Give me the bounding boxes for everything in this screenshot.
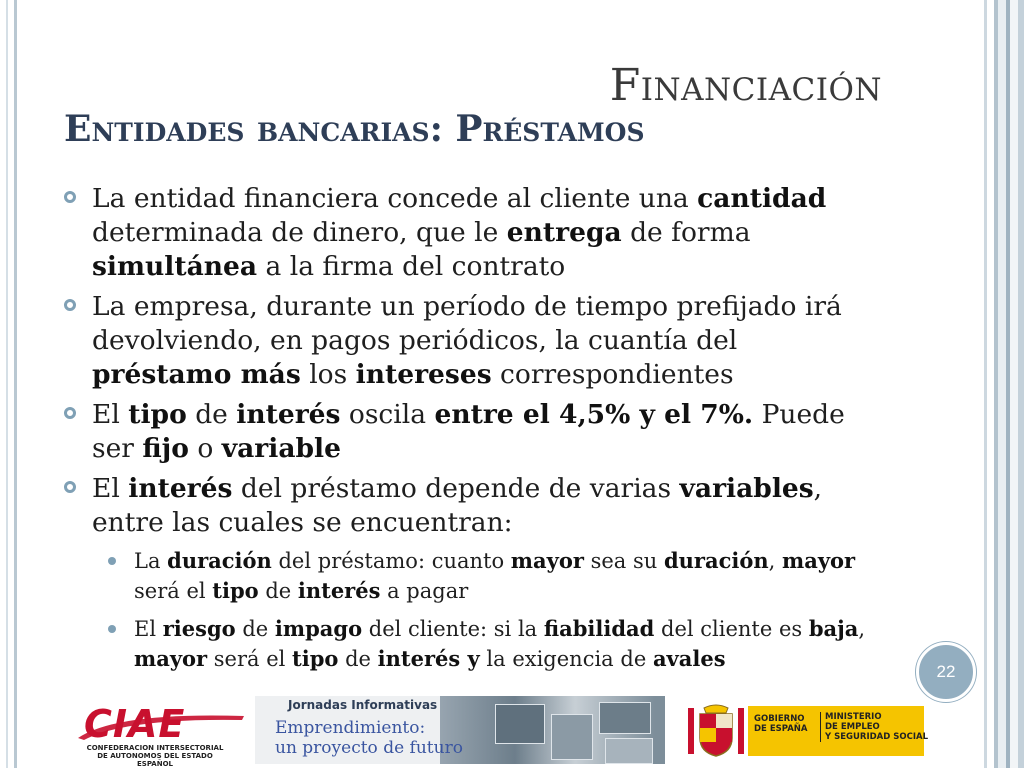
bullet-text — [92, 183, 826, 282]
emphasis-text: riesgo — [162, 616, 236, 641]
gov-label-line: MINISTERIO — [825, 712, 882, 722]
emphasis-text: mayor — [134, 646, 208, 671]
body-text: oscila — [340, 399, 435, 430]
ciae-logo — [76, 702, 248, 768]
body-text: de forma — [621, 217, 751, 248]
emphasis-text: variables — [679, 473, 814, 504]
sub-bullet-text — [134, 549, 855, 603]
bullet-circle-icon — [64, 407, 76, 419]
emphasis-text: variable — [221, 433, 341, 464]
emphasis-text: simultánea — [92, 251, 258, 282]
ciae-subtitle-line: DE AUTONOMOS DEL ESTADO ESPAÑOL — [97, 752, 213, 768]
bullet-item — [64, 182, 884, 284]
emphasis-text: impago — [274, 616, 363, 641]
government-label-box — [748, 706, 929, 756]
ciae-subtitle-line: CONFEDERACION INTERSECTORIAL — [86, 744, 224, 752]
body-text: los — [300, 359, 356, 390]
body-text: de — [258, 579, 298, 603]
sub-bullet-text — [134, 617, 865, 671]
emphasis-text: tipo — [128, 399, 187, 430]
page-number-badge: 22 — [916, 642, 976, 702]
emphasis-text: interés — [128, 473, 233, 504]
body-text: La empresa, durante un período de tiempo prefijado irá devolviendo, en pagos periódicos, la cuantía del — [92, 291, 842, 356]
sub-bullet-item — [64, 614, 884, 674]
banner-photo-tile — [551, 714, 593, 760]
emphasis-text: intereses — [355, 359, 492, 390]
government-logo — [686, 704, 929, 758]
body-text: será el — [207, 647, 293, 671]
body-text: La — [134, 549, 168, 573]
banner-photo-tile — [605, 738, 653, 764]
body-text: la exigencia de — [479, 647, 653, 671]
emphasis-text: mayor — [782, 548, 856, 573]
body-text: determinada de dinero, que le — [92, 217, 507, 248]
body-text: La entidad financiera concede al cliente una — [92, 183, 698, 214]
left-frame-decoration — [0, 0, 17, 768]
body-text: a la firma del contrato — [257, 251, 566, 282]
bullet-item — [64, 472, 884, 540]
banner-headline-line: Emprendimiento: — [275, 718, 426, 738]
ciae-logo-text: CIAE — [84, 702, 186, 746]
body-text: de — [186, 399, 237, 430]
body-text: de — [235, 617, 275, 641]
body-text: El — [92, 473, 129, 504]
body-text: del préstamo depende de varias — [232, 473, 680, 504]
ciae-logo-subtitle — [80, 744, 230, 768]
gov-label-line: Y SEGURIDAD SOCIAL — [825, 732, 929, 742]
bullet-circle-icon — [64, 481, 76, 493]
body-text: de — [338, 647, 378, 671]
emphasis-text: tipo — [212, 578, 259, 603]
event-banner — [255, 696, 665, 764]
body-text: del cliente: si la — [362, 617, 544, 641]
gov-label-line: GOBIERNO — [754, 714, 805, 724]
emphasis-text: fiabilidad — [543, 616, 655, 641]
emphasis-text: entre el 4,5% y el 7%. — [434, 399, 754, 430]
bullet-circle-icon — [64, 191, 76, 203]
slide-content — [64, 182, 884, 682]
body-text: , entre las cuales se encuentran: — [92, 473, 823, 538]
body-text: del cliente es — [654, 617, 809, 641]
emphasis-text: duración — [663, 548, 769, 573]
emphasis-text: mayor — [510, 548, 584, 573]
slide-title: Financiación — [609, 60, 882, 111]
body-text: El — [92, 399, 129, 430]
emphasis-text: cantidad — [697, 183, 827, 214]
emphasis-text: interés — [297, 578, 381, 603]
body-text: sea su — [583, 549, 664, 573]
banner-photo-tile — [599, 702, 651, 734]
body-text: El — [134, 617, 163, 641]
bullet-item — [64, 398, 884, 466]
emphasis-text: interés y — [377, 646, 480, 671]
sub-bullet-item — [64, 546, 884, 606]
emphasis-text: interés — [236, 399, 341, 430]
body-text: será el — [134, 579, 213, 603]
bullet-text — [92, 291, 842, 390]
emphasis-text: fijo — [142, 433, 189, 464]
banner-headline-line: un proyecto de futuro — [275, 738, 463, 758]
banner-photo-tile — [495, 704, 545, 744]
sub-bullet-dot-icon — [108, 557, 116, 565]
emphasis-text: baja — [808, 616, 859, 641]
emphasis-text: avales — [652, 646, 726, 671]
body-text: , — [768, 549, 782, 573]
emphasis-text: préstamo más — [92, 359, 301, 390]
body-text: correspondientes — [491, 359, 734, 390]
bullet-text — [92, 399, 845, 464]
gobierno-label — [754, 714, 816, 734]
bullet-text — [92, 473, 822, 538]
emphasis-text: entrega — [506, 217, 622, 248]
body-text: del préstamo: cuanto — [271, 549, 511, 573]
gov-label-line: DE EMPLEO — [825, 722, 880, 732]
body-text: a pagar — [380, 579, 469, 603]
bullet-item — [64, 290, 884, 392]
right-frame-decoration — [978, 0, 1024, 768]
body-text: , — [858, 617, 866, 641]
gov-label-line: DE ESPAÑA — [754, 724, 808, 734]
bullet-circle-icon — [64, 299, 76, 311]
body-text: o — [188, 433, 222, 464]
body-text: Puede ser — [92, 399, 845, 464]
sub-bullet-dot-icon — [108, 625, 116, 633]
banner-title: Jornadas Informativas — [288, 698, 438, 712]
spain-coat-of-arms-icon — [686, 704, 746, 758]
emphasis-text: duración — [167, 548, 272, 573]
emphasis-text: tipo — [292, 646, 339, 671]
slide-subtitle: Entidades bancarias: Préstamos — [64, 108, 645, 150]
ministerio-label — [820, 712, 929, 742]
